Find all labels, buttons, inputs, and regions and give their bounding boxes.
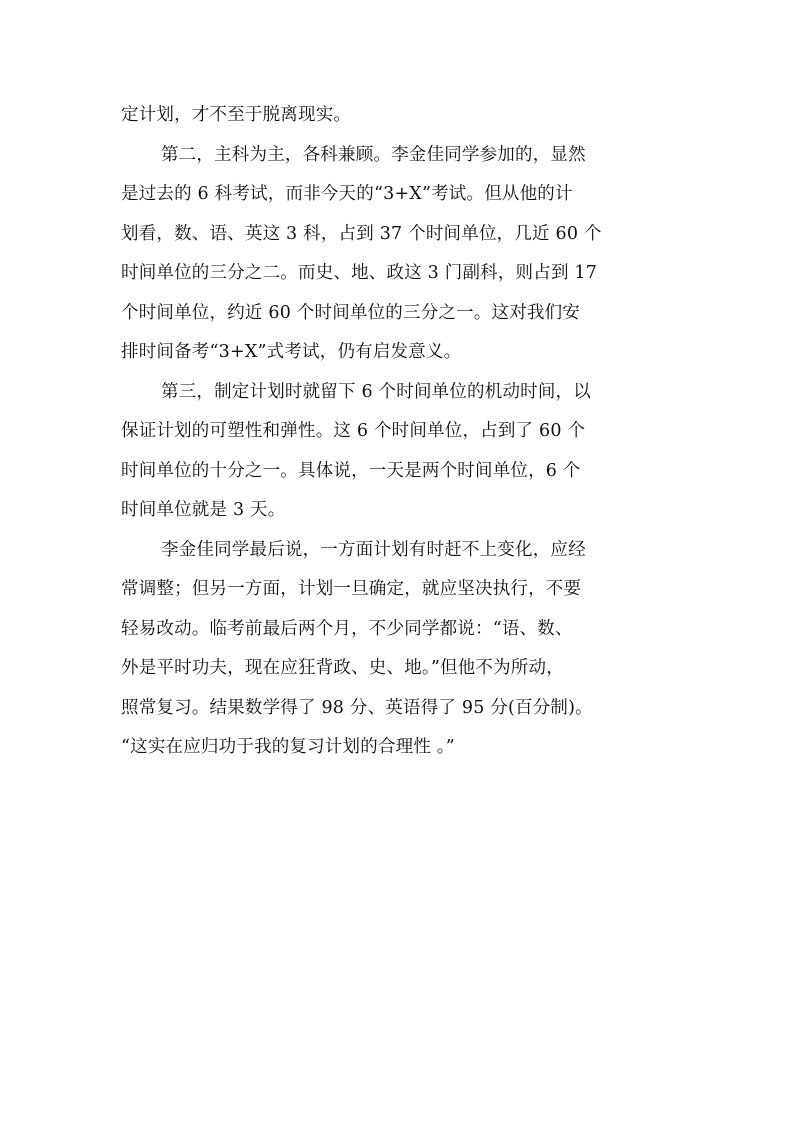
text-line: 划看，数、语、英这 3 科，占到 37 个时间单位，几近 60 个 [121, 223, 602, 244]
text-line: 是过去的 6 科考试，而非今天的“3+X”考试。但从他的计 [121, 184, 573, 204]
text-line: 保证计划的可塑性和弹性。这 6 个时间单位，占到了 60 个 [121, 421, 586, 441]
text-line: 照常复习。结果数学得了 98 分、英语得了 95 分(百分制)。 [121, 697, 593, 718]
text-line: 时间单位的三分之二。而史、地、政这 3 门副科，则占到 17 [121, 263, 598, 283]
text-line: “这实在应归功于我的复习计划的合理性 。” [121, 737, 455, 757]
text-line: 排时间备考“3+X”式考试，仍有启发意义。 [121, 342, 462, 362]
text-line: 定计划，才不至于脱离现实。 [121, 105, 352, 125]
paragraph-start-line: 第二，主科为主，各科兼顾。李金佳同学参加的，显然 [161, 144, 586, 165]
paragraph-start-line: 李金佳同学最后说，一方面计划有时赶不上变化，应经 [161, 539, 586, 560]
text-line: 轻易改动。临考前最后两个月，不少同学都说：“语、数、 [121, 618, 573, 639]
body-text [121, 96, 681, 768]
text-line: 时间单位的十分之一。具体说，一天是两个时间单位，6 个 [121, 460, 581, 481]
text-line: 外是平时功夫，现在应狂背政、史、地。”但他不为所动， [121, 658, 564, 678]
text-line: 常调整；但另一方面，计划一旦确定，就应坚决执行，不要 [121, 579, 582, 599]
text-line: 时间单位就是 3 天。 [121, 500, 286, 520]
paragraph-start-line: 第三，制定计划时就留下 6 个时间单位的机动时间，以 [161, 381, 591, 402]
text-line: 个时间单位，约近 60 个时间单位的三分之一。这对我们安 [121, 302, 580, 323]
